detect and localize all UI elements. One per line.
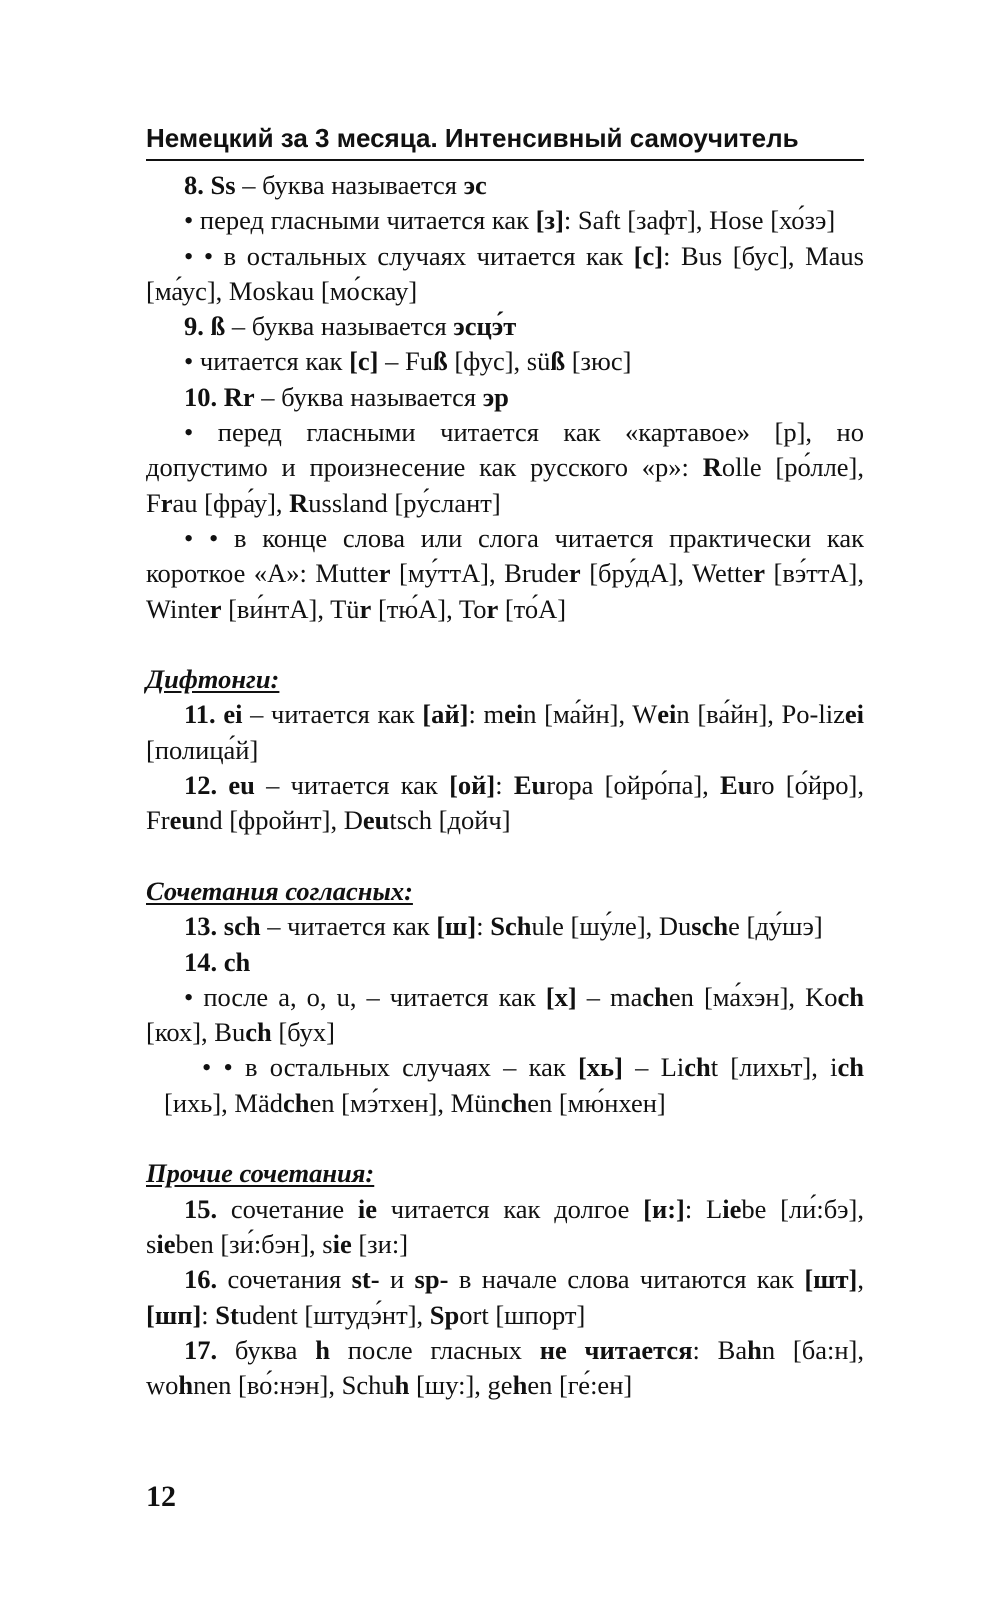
section-heading-consonants: Сочетания согласных:	[146, 875, 413, 906]
bullet-icon: • •	[202, 1052, 233, 1083]
item-11: 11. ei – читается как [ай]: mein [ма́йн], Wein [ва́йн], Po-lizei [полица́й]	[146, 699, 864, 765]
bullet-icon: •	[184, 205, 194, 236]
bullet-icon: •	[184, 346, 194, 377]
running-header: Немецкий за 3 месяца. Интенсивный самоучитель	[146, 120, 864, 161]
bullet-icon: • •	[184, 240, 214, 271]
item-13: 13. sch – читается как [ш]: Schule [шу́ле], Dusche [ду́шэ]	[184, 911, 823, 942]
item-15: 15. сочетание ie читается как долгое [и:]: Liebe [ли́:бэ], sieben [зи́:бэн], sie [зи:]	[146, 1193, 865, 1259]
bullet-icon: •	[184, 417, 194, 448]
page-body	[146, 168, 864, 1403]
item-8: 8. Ss – буква называется эс	[184, 170, 487, 200]
item-10-rule-1: • перед гласными читается как «картавое» [р], но допустимо и произнесение как русского «р»: Rolle [ро́лле], Frau [фра́у], Russland [ру́слант]	[146, 417, 865, 518]
bullet-icon: • •	[184, 522, 219, 553]
item-14-rule-1: • после a, o, u, – читается как [х] – machen [ма́хэн], Koch [кох], Buch [бух]	[146, 981, 864, 1048]
item-10-rule-2: • • в конце слова или слога читается практически как короткое «А»: Mutter [му́ттА], Bruder [бру́дА], Wetter [вэ́ттА], Winter [ви́нтА], Tür [тю́А], Tor [то́А]	[146, 522, 864, 624]
item-12: 12. eu – читается как [ой]: Europa [ойро́па], Euro [о́йро], Freund [фройнт], Deutsch [дойч]	[146, 770, 865, 836]
item-16: 16. сочетания st- и sp- в начале слова читаются как [шт], [шп]: Student [штудэ́нт], Sport [шпорт]	[146, 1264, 864, 1330]
item-14-rule-2: • • в остальных случаях – как [хь] – Licht [лихьт], ich [ихь], Mädchen [мэ́тхен], München [мю́нхен]	[164, 1052, 864, 1118]
item-9: 9. ß – буква называется эсцэ́т	[184, 311, 517, 342]
item-17: 17. буква h после гласных не читается: Bahn [ба:н], wohnen [во́:нэн], Schuh [шу:], gehen [ге́:ен]	[146, 1334, 864, 1401]
section-heading-other: Прочие сочетания:	[146, 1158, 375, 1189]
section-heading-diphthongs: Дифтонги:	[146, 664, 280, 695]
bullet-icon: •	[184, 981, 194, 1012]
item-9-rule-1: • читается как [с] – Fuß [фус], süß [зюс]	[184, 346, 632, 377]
item-8-rule-1: • перед гласными читается как [з]: Saft [зафт], Hose [хо́зэ]	[184, 205, 836, 236]
item-10: 10. Rr – буква называется эр	[184, 381, 509, 412]
item-8-rule-2: • • в остальных случаях читается как [с]: Bus [бус], Maus [ма́ус], Moskau [мо́скау]	[146, 240, 864, 306]
item-14: 14. ch	[184, 946, 251, 977]
page-number: 12	[146, 1480, 176, 1513]
